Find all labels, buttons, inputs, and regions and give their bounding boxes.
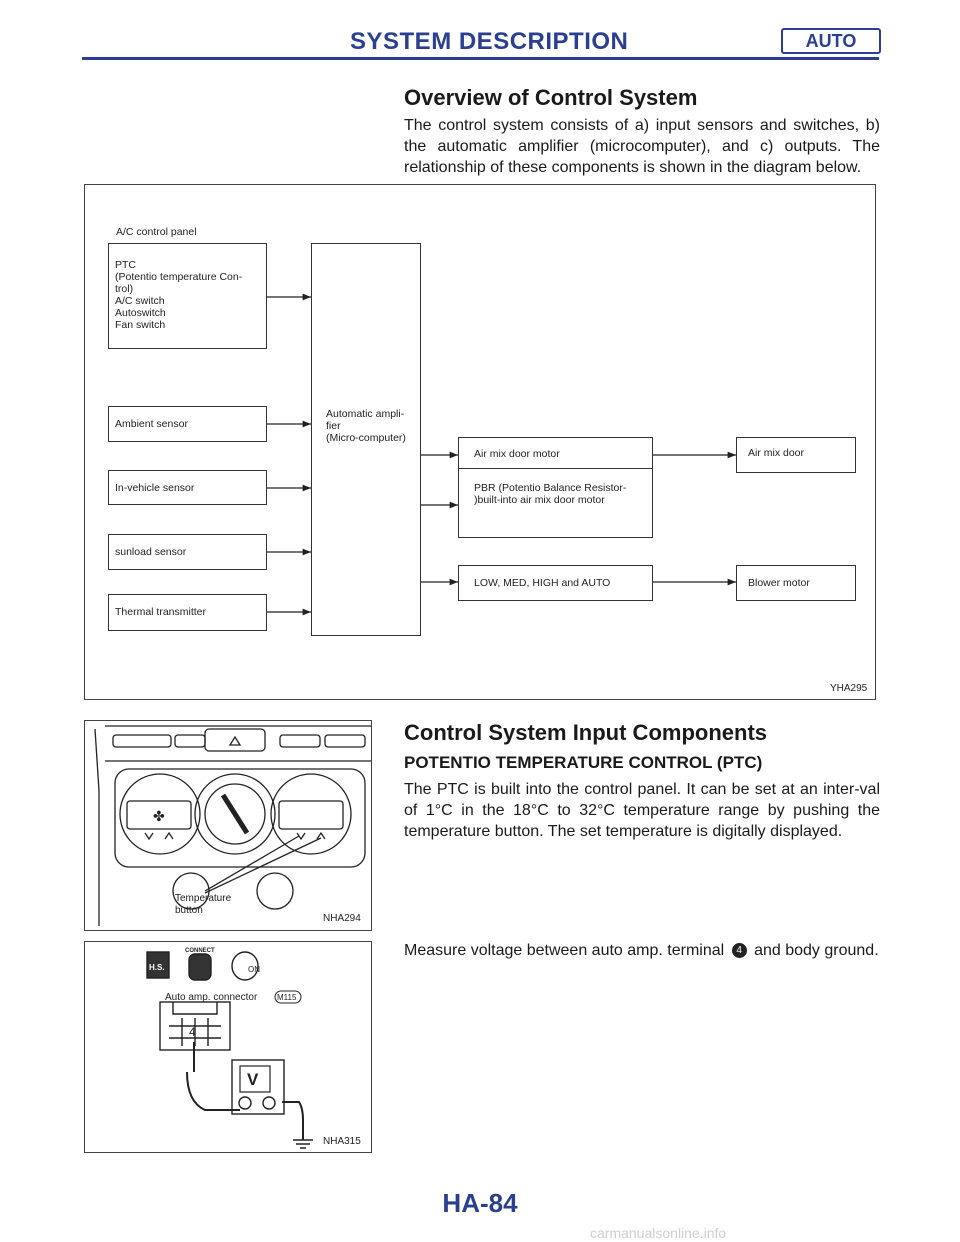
positive-terminal-icon <box>239 1097 251 1109</box>
connector-id: M115 <box>277 993 297 1002</box>
hs-label: H.S. <box>149 963 165 972</box>
panel-left-edge <box>95 729 99 926</box>
measure-paragraph <box>404 940 880 961</box>
vent-right-1 <box>280 735 320 747</box>
measure-text-before: Measure voltage between auto amp. terminal <box>404 942 725 959</box>
on-label: ON <box>248 965 260 974</box>
diagram-code: YHA295 <box>830 683 868 694</box>
control-panel-illustration <box>85 721 371 930</box>
connector-latch <box>173 1002 217 1014</box>
section-header-badge: AUTO <box>781 28 881 54</box>
figure1-code: NHA294 <box>323 913 361 924</box>
fan-speed-box: LOW, MED, HIGH and AUTO <box>458 565 653 601</box>
control-panel-line: trol) <box>115 283 134 295</box>
control-panel-line: Fan switch <box>115 319 166 331</box>
connect-icon <box>189 954 211 980</box>
connect-label: CONNECT <box>185 948 215 954</box>
negative-terminal-icon <box>263 1097 275 1109</box>
temperature-callout-label: Temperature button <box>175 893 232 916</box>
section-header-title: SYSTEM DESCRIPTION <box>350 28 629 55</box>
pbr-line: PBR (Potentio Balance Resistor- <box>474 482 627 494</box>
ptc-paragraph: The PTC is built into the control panel. It can be set at an inter-val of 1°C in the 18°C to 32°C temperature range by pushing the temperature button. The set temperature is digitally displayed. <box>404 781 880 840</box>
blower-motor-box: Blower motor <box>736 565 856 601</box>
knob-right-lower <box>257 873 293 909</box>
control-panel-line: Autoswitch <box>115 307 166 319</box>
voltmeter-label: V <box>247 1070 259 1089</box>
mode-knob-pointer <box>223 795 247 833</box>
figure2-code: NHA315 <box>323 1136 361 1147</box>
ground-icon <box>293 1140 313 1148</box>
overview-paragraph: The control system consists of a) input sensors and switches, b) the automatic amplifier (microcomputer), and c) outputs. The relationship of these components is shown in the diagram below. <box>404 117 880 176</box>
input-components-heading: Control System Input Components <box>404 720 767 745</box>
air-mix-door-box: Air mix door <box>736 437 856 473</box>
thermal-transmitter-box: Thermal transmitter <box>108 594 267 631</box>
fan-icon: ✤ <box>153 808 165 824</box>
control-panel-line: PTC <box>115 259 136 271</box>
vent-left-1 <box>113 735 171 747</box>
temperature-callout-lines <box>205 836 321 893</box>
in-vehicle-sensor-box: In-vehicle sensor <box>108 470 267 505</box>
voltage-test-illustration <box>85 942 371 1152</box>
terminal-badge: 4 <box>732 943 747 958</box>
amplifier-line: fier <box>326 420 341 432</box>
hazard-switch <box>205 729 265 751</box>
ptc-subheading: POTENTIO TEMPERATURE CONTROL (PTC) <box>404 753 763 772</box>
page-number: HA-84 <box>442 1188 518 1218</box>
ambient-sensor-box: Ambient sensor <box>108 406 267 442</box>
connector-label: Auto amp. connector <box>165 992 258 1003</box>
air-mix-door-motor-label: Air mix door motor <box>459 438 652 469</box>
voltage-test-figure <box>84 941 372 1153</box>
vent-left-2 <box>175 735 205 747</box>
vent-right-2 <box>325 735 365 747</box>
control-panel-line: (Potentio temperature Con- <box>115 271 243 283</box>
temp-knob-ring <box>271 774 351 854</box>
control-panel-line: A/C switch <box>115 295 165 307</box>
watermark: carmanualsonline.info <box>590 1225 727 1241</box>
pin-label: 4 <box>189 1025 196 1039</box>
pbr-line: )built-into air mix door motor <box>474 494 605 506</box>
amplifier-line: Automatic ampli- <box>326 408 405 420</box>
amplifier-line: (Micro-computer) <box>326 432 406 444</box>
fan-buttons-icon <box>145 833 173 839</box>
hazard-icon <box>230 737 240 745</box>
probe-negative-lead <box>282 1102 303 1140</box>
control-panel-label: A/C control panel <box>116 226 197 238</box>
temp-display <box>279 801 343 829</box>
control-panel-figure <box>84 720 372 931</box>
measure-text-after: and body ground. <box>754 942 879 959</box>
overview-heading: Overview of Control System <box>404 85 698 110</box>
sunload-sensor-box: sunload sensor <box>108 534 267 570</box>
